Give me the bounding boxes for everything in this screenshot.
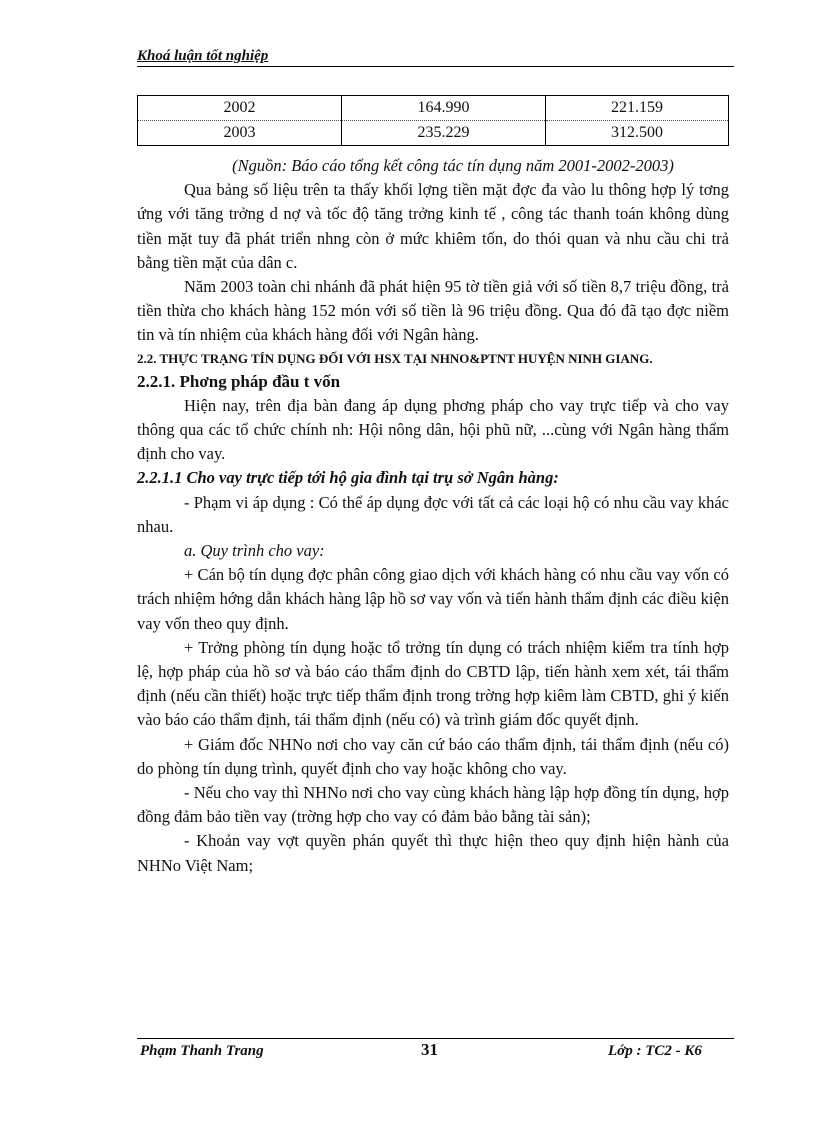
table-source: (Nguồn: Báo cáo tổng kết công tác tín dụng năm 2001-2002-2003): [232, 156, 674, 175]
document-body: [137, 154, 729, 878]
table-cell: 221.159: [546, 96, 729, 121]
table-row: [138, 121, 729, 146]
paragraph: Qua bảng số liệu trên ta thấy khối lợng tiền mặt đợc đa vào lu thông hợp lý tơng ứng với tăng trởng d nợ và tốc độ tăng trởng kinh tế , công tác thanh toán không dùng tiền mặt tuy đã phát triển nhng còn ở mức khiêm tốn, do thói quan và nhu cầu chi trả bằng tiền mặt của dân c.: [137, 180, 729, 272]
subsection-heading: 2.2.1. Phơng pháp đầu t vốn: [137, 371, 341, 391]
table-row: [138, 96, 729, 121]
table-cell: 2002: [138, 96, 342, 121]
paragraph: - Phạm vi áp dụng : Có thể áp dụng đợc với tất cả các loại hộ có nhu cầu vay khác nhau.: [137, 492, 729, 536]
paragraph: Năm 2003 toàn chi nhánh đã phát hiện 95 tờ tiền giả với số tiền 8,7 triệu đồng, trả tiền thừa cho khách hàng 152 món với số tiền là 96 triệu đồng. Qua đó đã tạo đợc niềm tin và tín nhiệm của khách hàng đối với Ngân hàng.: [137, 277, 729, 345]
paragraph: + Trởng phòng tín dụng hoặc tổ trởng tín dụng có trách nhiệm kiểm tra tính hợp lệ, hợp pháp của hồ sơ và báo cáo thẩm định do CBTD lập, tiến hành xem xét, tái thẩm định (nếu cần thiết) hoặc trực tiếp thẩm định trong trờng hợp kiêm làm CBTD, ghi ý kiến vào báo cáo thẩm định, tái thẩm định (nếu có) và trình giám đốc quyết định.: [137, 637, 729, 730]
paragraph: - Khoản vay vợt quyền phán quyết thì thực hiện theo quy định hiện hành của NHNo Việt Nam;: [137, 831, 729, 875]
paragraph: + Cán bộ tín dụng đợc phân công giao dịch với khách hàng có nhu cầu vay vốn có trách nhiệm hớng dẫn khách hàng lập hồ sơ vay vốn và tiến hành thẩm định các điều kiện vay vốn theo quy định.: [137, 565, 729, 633]
section-heading: 2.2. THỰC TRẠNG TÍN DỤNG ĐỐI VỚI HSX TẠI NHNO&PTNT HUYỆN NINH GIANG.: [137, 350, 653, 366]
footer-author: Phạm Thanh Trang: [140, 1043, 264, 1059]
header-divider: [137, 66, 734, 67]
paragraph: Hiện nay, trên địa bàn đang áp dụng phơng pháp cho vay trực tiếp và cho vay thông qua các tổ chức chính nh: Hội nông dân, hội phũ nữ, ...cùng với Ngân hàng thẩm định cho vay.: [137, 395, 729, 464]
page-number: 31: [421, 1040, 438, 1059]
paragraph: + Giám đốc NHNo nơi cho vay căn cứ báo cáo thẩm định, tái thẩm định (nếu có) do phòng tín dụng trình, quyết định cho vay hoặc không cho vay.: [137, 734, 729, 778]
footer-class: Lớp : TC2 - K6: [608, 1043, 702, 1059]
table-cell: 235.229: [342, 121, 546, 146]
subsubsection-heading: 2.2.1.1 Cho vay trực tiếp tới hộ gia đình tại trụ sở Ngân hàng:: [137, 468, 559, 488]
list-heading: a. Quy trình cho vay:: [184, 541, 325, 561]
paragraph: - Nếu cho vay thì NHNo nơi cho vay cùng khách hàng lập hợp đồng tín dụng, hợp đồng đảm bảo tiền vay (trờng hợp cho vay có đảm bảo bằng tài sản);: [137, 783, 729, 827]
header-title: Khoá luận tốt nghiệp: [137, 48, 269, 64]
table-cell: 2003: [138, 121, 342, 146]
table-cell: 164.990: [342, 96, 546, 121]
table-cell: 312.500: [546, 121, 729, 146]
footer-divider: [137, 1038, 734, 1039]
data-table: [137, 95, 729, 146]
